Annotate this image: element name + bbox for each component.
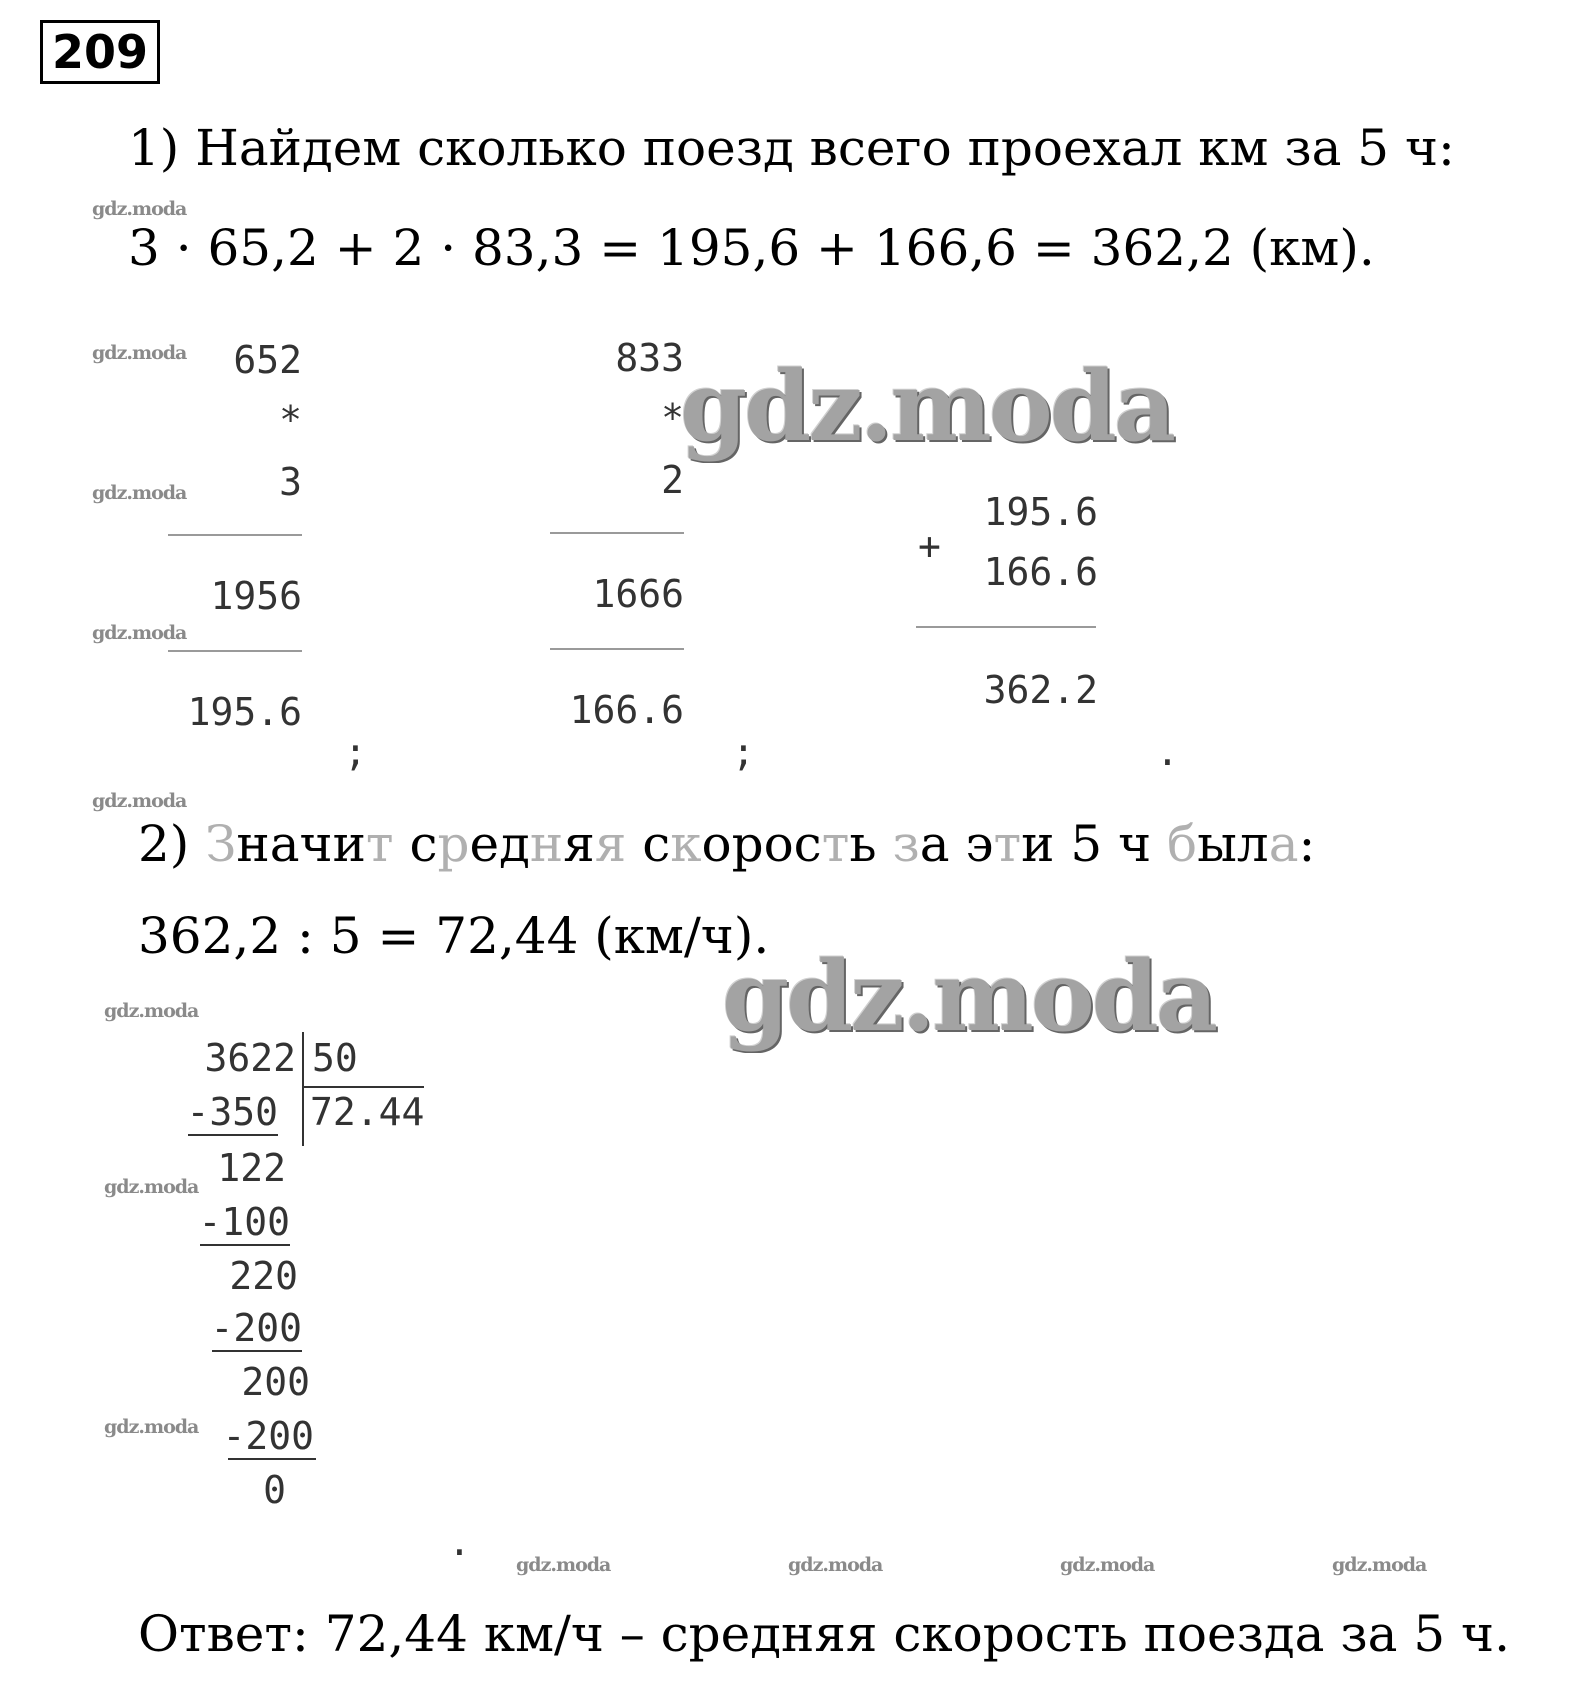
- division-divisor: 50: [312, 1036, 358, 1080]
- mult2-separator: ;: [732, 730, 755, 774]
- mult2-line-1: [550, 532, 684, 534]
- step2-text: [138, 814, 1315, 874]
- mult2-product: 1666: [592, 572, 684, 616]
- mult1-product: 1956: [210, 574, 302, 618]
- step2-text-part: а: [1268, 815, 1299, 873]
- step1-text: 1) Найдем сколько поезд всего проехал км за 5 ч:: [128, 119, 1455, 177]
- mult1-line-2: [168, 650, 302, 652]
- step2-text-part: р: [437, 815, 470, 873]
- step2-text-part: я: [594, 815, 627, 873]
- mult1-factor-b: 3: [279, 460, 302, 504]
- step2-text-part: 2): [138, 815, 206, 873]
- mult2-operator: *: [661, 396, 684, 440]
- step2-text-part: я: [563, 815, 595, 873]
- division-step: -350: [186, 1090, 278, 1134]
- division-step: -200: [210, 1306, 302, 1350]
- watermark: gdz.moda: [92, 790, 187, 812]
- watermark: gdz.moda: [92, 342, 187, 364]
- mult2-factor-a: 833: [615, 336, 684, 380]
- division-step-line: [212, 1350, 302, 1352]
- division-vertical-bar: [302, 1032, 304, 1146]
- watermark: gdz.moda: [104, 1176, 199, 1198]
- add-separator: .: [1156, 730, 1179, 774]
- watermark: gdz.moda: [104, 1416, 199, 1438]
- division-step: 200: [241, 1360, 310, 1404]
- step2-text-part: начи: [236, 815, 366, 873]
- answer: Ответ: 72,44 км/ч – средняя скорость поезда за 5 ч.: [138, 1605, 1510, 1663]
- add-sum: 362.2: [983, 668, 1098, 712]
- watermark: gdz.moda: [516, 1554, 611, 1576]
- division-step-line: [188, 1134, 278, 1136]
- step2-text-part: орос: [701, 815, 822, 873]
- step1-equation: 3 · 65,2 + 2 · 83,3 = 195,6 + 166,6 = 362,2 (км).: [128, 219, 1375, 277]
- division-quotient: 72.44: [310, 1090, 425, 1134]
- watermark-large: gdz.moda: [680, 350, 1174, 463]
- mult1-separator: ;: [344, 730, 367, 774]
- division-step: -100: [198, 1200, 290, 1244]
- step2-text-part: с: [393, 815, 438, 873]
- step2-text-part: а э: [919, 815, 994, 873]
- step2-text-part: ед: [469, 815, 530, 873]
- division-step: 220: [229, 1254, 298, 1298]
- watermark: gdz.moda: [92, 198, 187, 220]
- mult2-result: 166.6: [569, 688, 684, 732]
- step2-text-part: З: [205, 815, 237, 873]
- add-term-b: 166.6: [983, 550, 1098, 594]
- mult1-result: 195.6: [187, 690, 302, 734]
- step2-text-part: з: [892, 815, 920, 873]
- watermark: gdz.moda: [104, 1000, 199, 1022]
- division-step: -200: [222, 1414, 314, 1458]
- step2-text-part: ь: [849, 815, 893, 873]
- watermark: gdz.moda: [92, 622, 187, 644]
- problem-number: 209: [40, 20, 160, 84]
- division-step: 0: [263, 1468, 286, 1512]
- division-quotient-line: [302, 1086, 424, 1088]
- watermark: gdz.moda: [92, 482, 187, 504]
- step2-text-part: т: [993, 815, 1022, 873]
- step2-text-part: т: [821, 815, 850, 873]
- mult1-factor-a: 652: [233, 338, 302, 382]
- division-end-mark: .: [448, 1520, 471, 1564]
- division-step-line: [200, 1244, 290, 1246]
- division-dividend: 3622: [204, 1036, 296, 1080]
- step2-text-part: :: [1298, 815, 1316, 873]
- add-term-a: 195.6: [983, 490, 1098, 534]
- mult2-factor-b: 2: [661, 458, 684, 502]
- step2-text-part: и 5 ч: [1021, 815, 1168, 873]
- step2-text-part: б: [1167, 815, 1198, 873]
- watermark: gdz.moda: [1332, 1554, 1427, 1576]
- step2-text-part: с: [626, 815, 671, 873]
- add-line: [916, 626, 1096, 628]
- step2-text-part: н: [529, 815, 564, 873]
- division-step-line: [228, 1458, 316, 1460]
- mult1-line-1: [168, 534, 302, 536]
- watermark-large: gdz.moda: [722, 940, 1216, 1053]
- add-operator: +: [918, 524, 941, 568]
- mult2-line-2: [550, 648, 684, 650]
- step2-text-part: к: [670, 815, 702, 873]
- mult1-operator: *: [279, 398, 302, 442]
- watermark: gdz.moda: [788, 1554, 883, 1576]
- step2-equation: 362,2 : 5 = 72,44 (км/ч).: [138, 907, 770, 965]
- step2-text-part: т: [365, 815, 394, 873]
- division-step: 122: [217, 1146, 286, 1190]
- step2-text-part: ыл: [1197, 815, 1269, 873]
- watermark: gdz.moda: [1060, 1554, 1155, 1576]
